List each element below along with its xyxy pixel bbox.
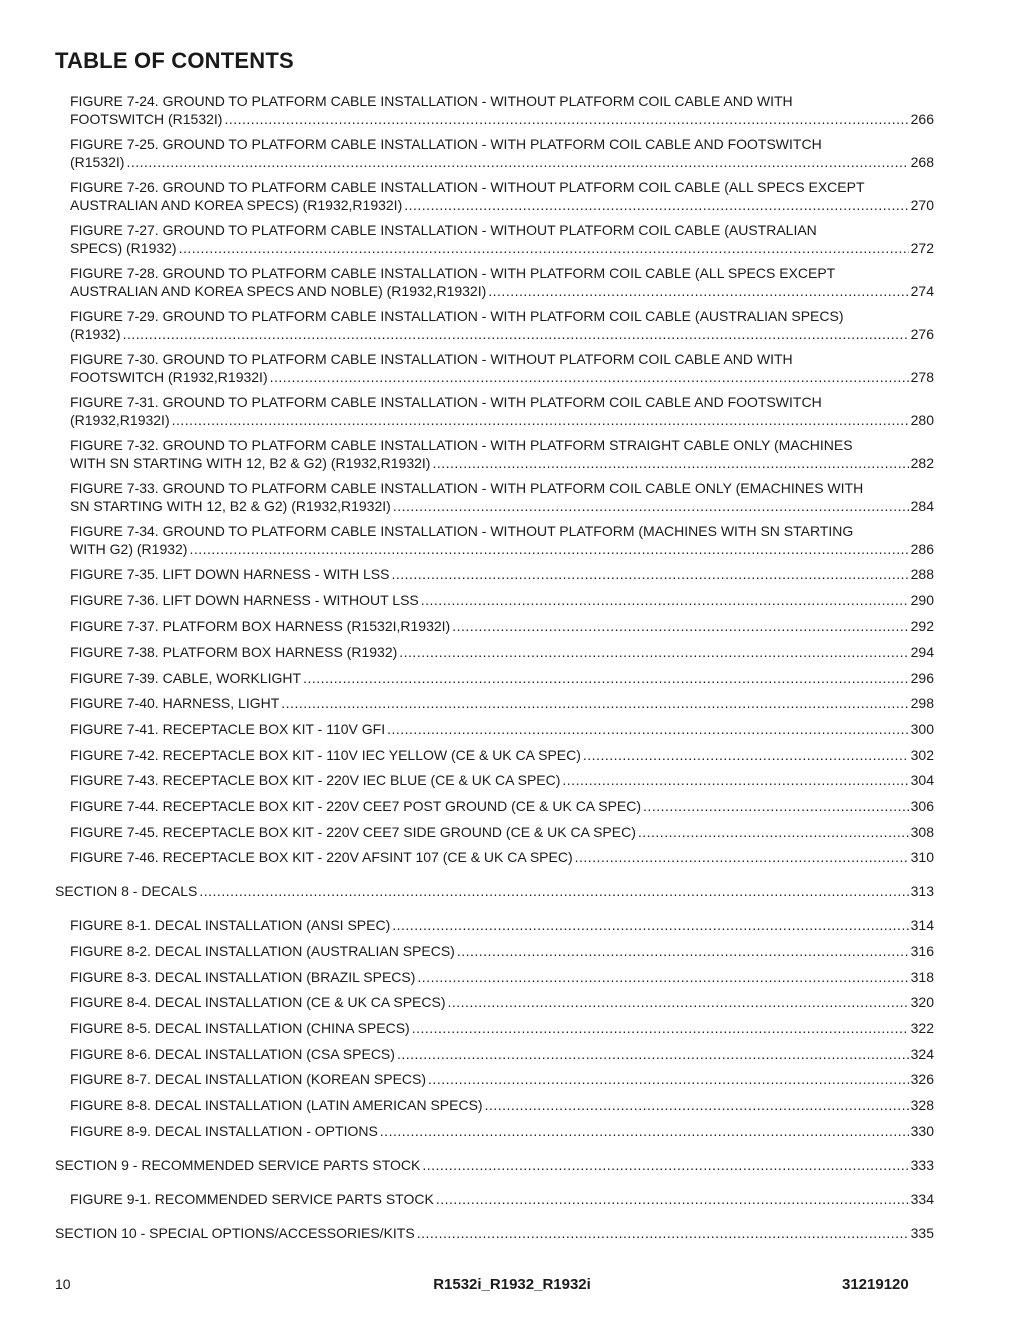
toc-entry-title-line: FIGURE 7-28. GROUND TO PLATFORM CABLE INSTALLATION - WITH PLATFORM COIL CABLE (ALL SPECS EXCEPT [70, 265, 836, 281]
toc-entry-title-line: FIGURE 7-26. GROUND TO PLATFORM CABLE INSTALLATION - WITHOUT PLATFORM COIL CABLE (ALL SPECS EXCEPT [70, 179, 865, 195]
toc-entry-title: FIGURE 7-44. RECEPTACLE BOX KIT - 220V CEE7 POST GROUND (CE & UK CA SPEC) [70, 798, 642, 814]
toc-section-entry[interactable] [55, 1156, 934, 1174]
toc-entry-page-number: 318 [910, 969, 934, 985]
toc-figure-entry[interactable] [70, 771, 934, 789]
toc-entry-page-number: 322 [910, 1020, 934, 1036]
toc-entry-title: FIGURE 7-45. RECEPTACLE BOX KIT - 220V CEE7 SIDE GROUND (CE & UK CA SPEC) [70, 824, 636, 840]
dot-leader [448, 993, 909, 1011]
dot-leader [391, 565, 908, 583]
toc-entry-page-number: 296 [910, 670, 934, 686]
toc-entry-page-number: 326 [910, 1071, 934, 1087]
toc-figure-entry[interactable] [70, 916, 934, 934]
toc-figure-entry[interactable] [70, 617, 934, 635]
toc-figure-entry[interactable] [70, 1045, 934, 1063]
toc-figure-entry[interactable] [70, 720, 934, 738]
toc-entry-title-line: FIGURE 7-33. GROUND TO PLATFORM CABLE INSTALLATION - WITH PLATFORM COIL CABLE ONLY (EMACHINES WITH [70, 480, 864, 496]
dot-leader [387, 720, 909, 738]
toc-entry-page-number: 278 [910, 369, 934, 385]
footer-model: R1532i_R1932_R1932i [433, 1276, 591, 1293]
toc-entry-title: FIGURE 7-43. RECEPTACLE BOX KIT - 220V IEC BLUE (CE & UK CA SPEC) [70, 772, 561, 788]
toc-figure-entry[interactable] [70, 643, 934, 661]
dot-leader [189, 540, 908, 558]
toc-entry-title: (R1532I) [70, 154, 125, 170]
toc-entry-title: FIGURE 7-35. LIFT DOWN HARNESS - WITH LSS [70, 566, 390, 582]
toc-figure-entry[interactable] [70, 1070, 934, 1088]
toc-entry-title: FIGURE 8-7. DECAL INSTALLATION (KOREAN SPECS) [70, 1071, 427, 1087]
toc-entry-title: SECTION 10 - SPECIAL OPTIONS/ACCESSORIES/KITS [55, 1225, 415, 1241]
toc-entry-page-number: 294 [910, 644, 934, 660]
toc-entry-page-number: 266 [910, 111, 934, 127]
footer-page-number: 10 [55, 1276, 71, 1292]
toc-entry-page-number: 302 [910, 747, 934, 763]
dot-leader [583, 746, 909, 764]
toc-entry-title: WITH SN STARTING WITH 12, B2 & G2) (R1932,R1932I) [70, 455, 431, 471]
toc-figure-entry[interactable] [70, 1019, 934, 1037]
toc-entry-title: FIGURE 8-3. DECAL INSTALLATION (BRAZIL SPECS) [70, 969, 416, 985]
footer-doc-number: 31219120 [842, 1276, 909, 1293]
dot-leader [392, 916, 908, 934]
toc-figure-entry[interactable] [70, 436, 934, 472]
toc-entry-page-number: 286 [910, 541, 934, 557]
dot-leader [172, 411, 909, 429]
toc-section-entry[interactable] [55, 882, 934, 900]
toc-entry-page-number: 328 [910, 1097, 934, 1113]
toc-entry-title: SECTION 8 - DECALS [55, 883, 198, 899]
dot-leader [432, 454, 908, 472]
toc-figure-entry[interactable] [70, 669, 934, 687]
dot-leader [397, 1045, 909, 1063]
dot-leader [562, 771, 908, 789]
toc-entry-title-line: FIGURE 7-31. GROUND TO PLATFORM CABLE INSTALLATION - WITH PLATFORM COIL CABLE AND FOOTSWITCH [70, 394, 822, 410]
dot-leader [270, 368, 909, 386]
dot-leader [404, 196, 908, 214]
toc-entry-title: FIGURE 7-39. CABLE, WORKLIGHT [70, 670, 302, 686]
toc-entry-title-line: FIGURE 7-34. GROUND TO PLATFORM CABLE INSTALLATION - WITHOUT PLATFORM (MACHINES WITH SN STARTING [70, 523, 854, 539]
toc-figure-entry[interactable] [70, 993, 934, 1011]
toc-figure-entry[interactable] [70, 393, 934, 429]
dot-leader [638, 823, 909, 841]
toc-figure-entry[interactable] [70, 942, 934, 960]
toc-entry-page-number: 334 [910, 1191, 934, 1207]
toc-entry-title: SN STARTING WITH 12, B2 & G2) (R1932,R1932I) [70, 498, 391, 514]
dot-leader [421, 591, 909, 609]
toc-entry-title-line: FIGURE 7-25. GROUND TO PLATFORM CABLE INSTALLATION - WITH PLATFORM COIL CABLE AND FOOTSWITCH [70, 136, 822, 152]
dot-leader [303, 669, 909, 687]
toc-entry-title: (R1932,R1932I) [70, 412, 170, 428]
toc-entry-title: FIGURE 7-37. PLATFORM BOX HARNESS (R1532I,R1932I) [70, 618, 451, 634]
toc-entry-page-number: 288 [910, 566, 934, 582]
toc-entry-page-number: 290 [910, 592, 934, 608]
toc-figure-entry[interactable] [70, 178, 934, 214]
toc-entry-title: FOOTSWITCH (R1532I) [70, 111, 223, 127]
toc-entry-title: FIGURE 8-1. DECAL INSTALLATION (ANSI SPEC) [70, 917, 391, 933]
toc-entry-title: (R1932) [70, 326, 121, 342]
dot-leader [485, 1096, 909, 1114]
toc-figure-entry[interactable] [70, 264, 934, 300]
dot-leader [179, 239, 909, 257]
dot-leader [123, 325, 909, 343]
toc-figure-entry[interactable] [70, 823, 934, 841]
toc-figure-entry[interactable] [70, 522, 934, 558]
toc-entry-page-number: 313 [910, 883, 934, 899]
toc-figure-entry[interactable] [70, 746, 934, 764]
toc-figure-entry[interactable] [70, 1096, 934, 1114]
toc-entry-page-number: 284 [910, 498, 934, 514]
dot-leader [393, 497, 909, 515]
toc-entry-page-number: 314 [910, 917, 934, 933]
toc-entry-page-number: 300 [910, 721, 934, 737]
toc-entry-title: WITH G2) (R1932) [70, 541, 188, 557]
toc-figure-entry[interactable] [70, 479, 934, 515]
toc-figure-entry[interactable] [70, 848, 934, 866]
toc-entry-title: SPECS) (R1932) [70, 240, 177, 256]
dot-leader [488, 282, 908, 300]
toc-entry-title: FOOTSWITCH (R1932,R1932I) [70, 369, 268, 385]
dot-leader [281, 694, 908, 712]
toc-figure-entry[interactable] [70, 968, 934, 986]
toc-entry-title-line: FIGURE 7-24. GROUND TO PLATFORM CABLE INSTALLATION - WITHOUT PLATFORM COIL CABLE AND WITH [70, 93, 793, 109]
toc-entry-title: FIGURE 7-42. RECEPTACLE BOX KIT - 110V IEC YELLOW (CE & UK CA SPEC) [70, 747, 581, 763]
toc-entry-title-line: FIGURE 7-29. GROUND TO PLATFORM CABLE INSTALLATION - WITH PLATFORM COIL CABLE (AUSTRALIAN SPECS) [70, 308, 844, 324]
toc-entry-title: FIGURE 7-38. PLATFORM BOX HARNESS (R1932) [70, 644, 398, 660]
dot-leader [417, 1224, 909, 1242]
dot-leader [199, 882, 908, 900]
page-title: TABLE OF CONTENTS [55, 48, 294, 73]
toc-entry-title: FIGURE 8-2. DECAL INSTALLATION (AUSTRALIAN SPECS) [70, 943, 455, 959]
toc-figure-entry[interactable] [70, 92, 934, 128]
toc-entry-page-number: 292 [910, 618, 934, 634]
toc-figure-entry[interactable] [70, 694, 934, 712]
dot-leader [126, 153, 908, 171]
toc-entry-page-number: 270 [910, 197, 934, 213]
toc-entry-title: FIGURE 7-36. LIFT DOWN HARNESS - WITHOUT LSS [70, 592, 419, 608]
toc-entry-title: AUSTRALIAN AND KOREA SPECS AND NOBLE) (R1932,R1932I) [70, 283, 487, 299]
toc-entry-page-number: 272 [910, 240, 934, 256]
toc-entry-title: FIGURE 7-46. RECEPTACLE BOX KIT - 220V AFSINT 107 (CE & UK CA SPEC) [70, 849, 573, 865]
toc-entry-page-number: 306 [910, 798, 934, 814]
toc-figure-entry[interactable] [70, 350, 934, 386]
toc-entry-title: SECTION 9 - RECOMMENDED SERVICE PARTS STOCK [55, 1157, 421, 1173]
toc-entry-title: FIGURE 8-6. DECAL INSTALLATION (CSA SPECS) [70, 1046, 395, 1062]
dot-leader [417, 968, 908, 986]
toc-entry-title: FIGURE 8-5. DECAL INSTALLATION (CHINA SPECS) [70, 1020, 410, 1036]
toc-entry-title-line: FIGURE 7-27. GROUND TO PLATFORM CABLE INSTALLATION - WITHOUT PLATFORM COIL CABLE (AUSTRALIAN [70, 222, 817, 238]
dot-leader [457, 942, 909, 960]
dot-leader [428, 1070, 909, 1088]
toc-entry-page-number: 282 [910, 455, 934, 471]
toc-entry-title: FIGURE 7-40. HARNESS, LIGHT [70, 695, 280, 711]
toc-entry-page-number: 304 [910, 772, 934, 788]
dot-leader [399, 643, 908, 661]
dot-leader [380, 1122, 909, 1140]
toc-entry-page-number: 330 [910, 1123, 934, 1139]
toc-entry-page-number: 276 [910, 326, 934, 342]
toc-entry-page-number: 333 [910, 1157, 934, 1173]
dot-leader [224, 110, 908, 128]
toc-entry-page-number: 310 [910, 849, 934, 865]
toc-entry-title: FIGURE 8-4. DECAL INSTALLATION (CE & UK CA SPECS) [70, 994, 446, 1010]
toc-entry-page-number: 324 [910, 1046, 934, 1062]
toc-figure-entry[interactable] [70, 1190, 934, 1208]
dot-leader [422, 1156, 908, 1174]
dot-leader [412, 1019, 909, 1037]
toc-entry-page-number: 280 [910, 412, 934, 428]
dot-leader [643, 797, 909, 815]
toc-entry-page-number: 320 [910, 994, 934, 1010]
toc-entry-page-number: 274 [910, 283, 934, 299]
toc-figure-entry[interactable] [70, 591, 934, 609]
toc-section-entry[interactable] [55, 1224, 934, 1242]
toc-entry-page-number: 316 [910, 943, 934, 959]
toc-figure-entry[interactable] [70, 797, 934, 815]
dot-leader [436, 1190, 909, 1208]
toc-figure-entry[interactable] [70, 1122, 934, 1140]
toc-entry-title: FIGURE 8-8. DECAL INSTALLATION (LATIN AMERICAN SPECS) [70, 1097, 483, 1113]
toc-figure-entry[interactable] [70, 565, 934, 583]
toc-entry-page-number: 308 [910, 824, 934, 840]
toc-entry-page-number: 268 [910, 154, 934, 170]
toc-entry-title-line: FIGURE 7-32. GROUND TO PLATFORM CABLE INSTALLATION - WITH PLATFORM STRAIGHT CABLE ONLY (MACHINES [70, 437, 853, 453]
toc-entry-title: AUSTRALIAN AND KOREA SPECS) (R1932,R1932I) [70, 197, 403, 213]
toc-entry-page-number: 298 [910, 695, 934, 711]
toc-entry-title: FIGURE 7-41. RECEPTACLE BOX KIT - 110V GFI [70, 721, 386, 737]
toc-entry-page-number: 335 [910, 1225, 934, 1241]
toc-entry-title: FIGURE 8-9. DECAL INSTALLATION - OPTIONS [70, 1123, 378, 1139]
toc-figure-entry[interactable] [70, 307, 934, 343]
toc-figure-entry[interactable] [70, 221, 934, 257]
toc-entry-title-line: FIGURE 7-30. GROUND TO PLATFORM CABLE INSTALLATION - WITHOUT PLATFORM COIL CABLE AND WITH [70, 351, 793, 367]
toc-entry-title: FIGURE 9-1. RECOMMENDED SERVICE PARTS STOCK [70, 1191, 434, 1207]
dot-leader [575, 848, 909, 866]
toc-figure-entry[interactable] [70, 135, 934, 171]
dot-leader [452, 617, 908, 635]
